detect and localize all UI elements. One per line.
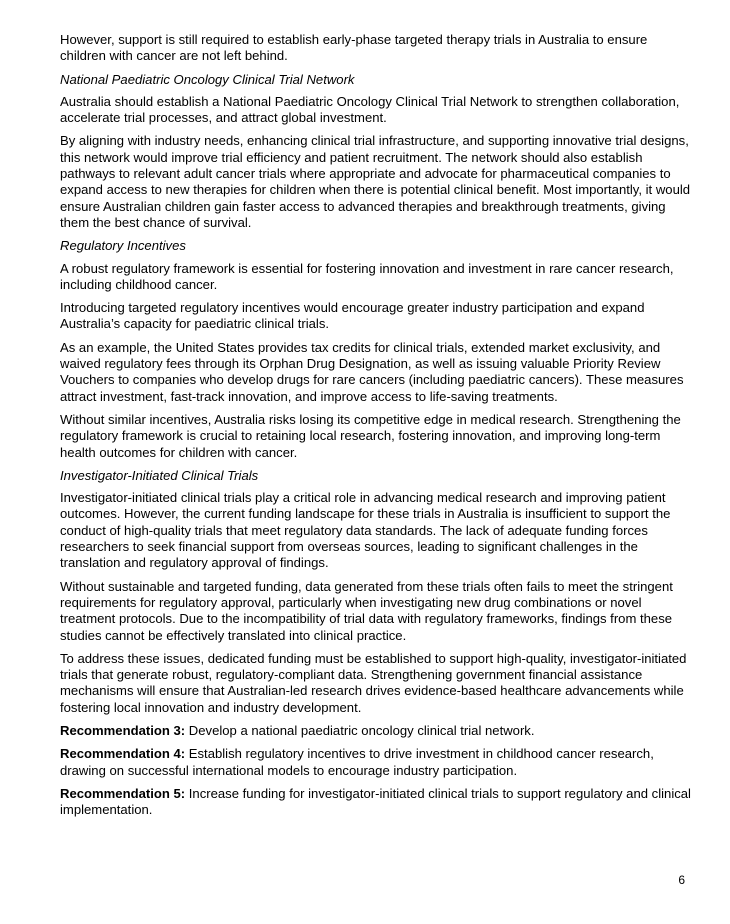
section-heading: Investigator-Initiated Clinical Trials	[60, 467, 259, 483]
document-page	[60, 32, 696, 825]
body-paragraph: By aligning with industry needs, enhancing clinical trial infrastructure, and supporting innovative trial designs, this network would improve trial efficiency and patient recruitment. The network should also establish pathways to relevant adult cancer trials where appropriate and advocate for pharmaceutical companies to expand access to new therapies for children when there is potential clinical benefit. Most importantly, it would ensure Australian children gain faster access to advanced therapies and breakthrough treatments, giving them the best chance of survival.	[60, 133, 691, 230]
body-paragraph: Investigator-initiated clinical trials play a critical role in advancing medical research and improving patient outcomes. However, the current funding landscape for these trials in Australia is insufficient to support the conduct of high-quality trials that meet regulatory data standards. The lack of adequate funding forces researchers to seek financial support from overseas sources, leading to significant challenges in the translation and regulatory approval of findings.	[60, 490, 671, 571]
section-heading: Regulatory Incentives	[60, 238, 186, 254]
body-paragraph: Without sustainable and targeted funding, data generated from these trials often fails to meet the stringent requirements for regulatory approval, particularly when investigating new drug combinations or novel treatment protocols. Due to the incompatibility of trial data with regulatory frameworks, findings from these studies cannot be effectively translated into clinical practice.	[60, 578, 673, 643]
page-number: 6	[678, 873, 685, 887]
section-heading: National Paediatric Oncology Clinical Trial Network	[60, 71, 355, 87]
body-paragraph: Introducing targeted regulatory incentives would encourage greater industry participation and expand Australia’s capacity for paediatric clinical trials.	[60, 300, 645, 332]
body-paragraph: Without similar incentives, Australia risks losing its competitive edge in medical research. Strengthening the regulatory framework is crucial to retaining local research, fostering innovation, and improving long-term health outcomes for children with cancer.	[60, 411, 681, 460]
recommendation-5	[60, 786, 696, 819]
recommendation-4	[60, 746, 696, 779]
body-paragraph: To address these issues, dedicated funding must be established to support high-quality, investigator-initiated trials that generate robust, regulatory-compliant data. Strengthening government financial assistance mechanisms will ensure that Australian-led research drives evidence-based healthcare advancements while fostering local innovation and industry development.	[60, 650, 687, 715]
body-paragraph: Australia should establish a National Paediatric Oncology Clinical Trial Network to strengthen collaboration, accelerate trial processes, and attract global investment.	[60, 93, 680, 126]
body-paragraph: As an example, the United States provides tax credits for clinical trials, extended market exclusivity, and waived regulatory fees through its Orphan Drug Designation, as well as issuing valuable Priority Review Vouchers to companies who develop drugs for rare cancers (including paediatric cancers). These measures attract investment, fast-track innovation, and improve access to life-saving treatments.	[60, 339, 684, 404]
recommendation-text: Develop a national paediatric oncology clinical trial network.	[185, 722, 535, 738]
recommendation-label: Recommendation 3:	[60, 722, 186, 738]
recommendation-text: Establish regulatory incentives to drive investment in childhood cancer research, drawing on successful international models to encourage industry participation.	[60, 746, 654, 778]
recommendation-3	[60, 723, 696, 739]
recommendation-label: Recommendation 5:	[60, 785, 186, 801]
recommendation-text: Increase funding for investigator-initiated clinical trials to support regulatory and clinical implementation.	[60, 785, 691, 818]
body-paragraph: However, support is still required to establish early-phase targeted therapy trials in Australia to ensure children with cancer are not left behind.	[60, 32, 648, 64]
body-paragraph: A robust regulatory framework is essential for fostering innovation and investment in rare cancer research, including childhood cancer.	[60, 260, 674, 292]
recommendation-label: Recommendation 4:	[60, 746, 186, 762]
